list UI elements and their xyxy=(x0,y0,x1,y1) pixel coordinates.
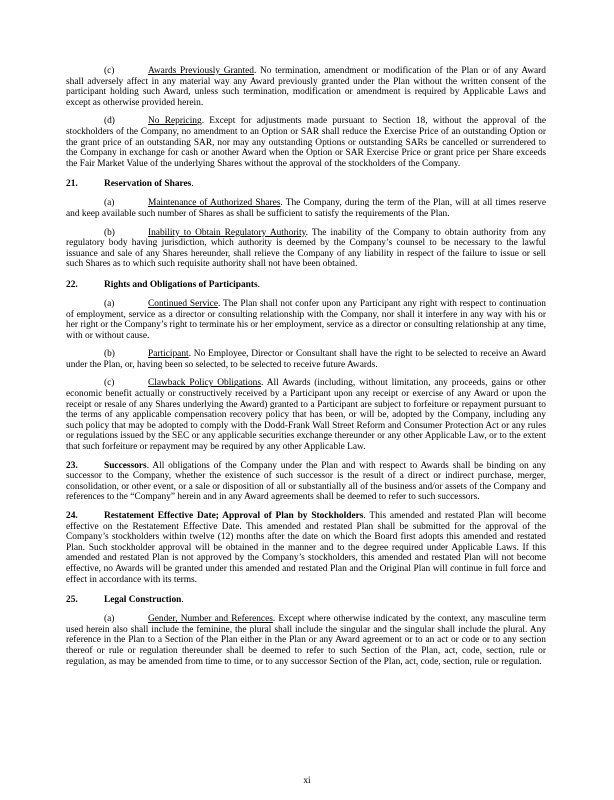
section-heading-25 xyxy=(66,595,546,606)
section-title-end: . xyxy=(191,179,194,190)
subsection-label: (a) xyxy=(104,298,115,309)
paragraph-c-awards-previously-granted xyxy=(66,66,546,108)
paragraph-text: . The Plan shall not confer upon any Participant any right with respect to continuation of employment, service as a director or consulting relationship with the Company, nor shall it interfere in any way with his or her right or the Company’s right to terminate his or her employment, service as a director or consulting relationship at any time, with or without cause. xyxy=(66,298,546,341)
subsection-label: (c) xyxy=(104,378,115,389)
subsection-title: Participant xyxy=(148,349,189,360)
paragraph-text: . Except for adjustments made pursuant to Section 18, without the approval of the stockholders of the Company, no amendment to an Option or SAR shall reduce the Exercise Price of an outstanding Option or the grant price of an outstanding SAR, nor may any outstanding Options or outstanding SARs be cancelled or surrendered to the Company in exchange for cash or another Award when the Option or SAR Exercise Price or grant price per Share exceeds the Fair Market Value of the underlying Shares without the approval of the stockholders of the Company. xyxy=(66,116,546,169)
paragraph-22b xyxy=(66,349,546,370)
section-heading-21 xyxy=(66,179,546,190)
section-title: Successors xyxy=(104,460,147,471)
document-page xyxy=(66,66,546,675)
subsection-label: (a) xyxy=(104,198,115,209)
subsection-label: (c) xyxy=(104,66,115,76)
subsection-label: (d) xyxy=(104,116,115,127)
subsection-title: Clawback Policy Obligations xyxy=(148,378,261,389)
subsection-title: Awards Previously Granted xyxy=(148,66,254,76)
paragraph-text: . Except where otherwise indicated by the context, any masculine term used herein also shall include the feminine, the plural shall include the singular and the singular shall include the plural. Any reference in the Plan to a Section of the Plan either in the Plan or any Award agreement or to an act or code or to any section thereof or rule or regulation thereunder shall be deemed to refer to such Section of the Plan, act, code, section, rule or regulation, as may be amended from time to time, or to any successor Section of the Plan, act, code, section, rule or regulation. xyxy=(66,614,547,667)
paragraph-text: . All Awards (including, without limitation, any proceeds, gains or other economic benefit actually or constructively received by a Participant upon any receipt or exercise of any Award or upon the receipt or resale of any Shares underlying the Award) granted to a Participant are subject to forfeiture or repayment pursuant to the terms of any applicable compensation recovery policy that has been, or will be, adopted by the Company, including any such policy that may be adopted to comply with the Dodd-Frank Wall Street Reform and Consumer Protection Act or any rules or regulations issued by the SEC or any applicable securities exchange thereunder or any other Applicable Law, or to the extent that such forfeiture or repayment may be required by any other Applicable Law. xyxy=(66,378,546,453)
page-number: xi xyxy=(303,776,311,786)
paragraph-text: . No termination, amendment or modification of the Plan or of any Award shall adversely affect in any material way any Award previously granted under the Plan without the written consent of the participant holding such Award, unless such termination, modification or amendment is required by Applicable Laws and except as otherwise provided herein. xyxy=(66,66,546,108)
paragraph-24-restatement xyxy=(66,511,546,585)
section-title: Reservation of Shares xyxy=(104,179,192,190)
paragraph-23-successors xyxy=(66,461,546,503)
paragraph-22a xyxy=(66,299,546,341)
subsection-title: Gender, Number and References xyxy=(148,614,273,625)
section-title: Rights and Obligations of Participants xyxy=(104,279,258,290)
section-number: 23. xyxy=(66,460,78,471)
subsection-title: No Repricing xyxy=(148,116,202,127)
paragraph-d-no-repricing xyxy=(66,116,546,169)
section-title: Legal Construction xyxy=(104,595,182,606)
paragraph-text: . All obligations of the Company under the Plan and with respect to Awards shall be binding on any successor to the Company, whether the existence of such successor is the result of a direct or indirect purchase, merger, consolidation, or other event, or a sale or disposition of all or substantially all of the business and/or assets of the Company and references to the “Company” herein and in any Award agreements shall be deemed to refer to such successors. xyxy=(66,460,546,503)
paragraph-text: . The inability of the Company to obtain authority from any regulatory body having jurisdiction, which authority is deemed by the Company’s counsel to be necessary to the lawful issuance and sale of any Shares hereunder, shall relieve the Company of any liability in respect of the failure to issue or sell such Shares as to which such requisite authority shall not have been obtained. xyxy=(66,227,546,270)
subsection-label: (b) xyxy=(104,227,115,238)
paragraph-22c xyxy=(66,378,546,452)
section-number: 24. xyxy=(66,511,78,521)
section-title: Restatement Effective Date; Approval of Plan by Stockholders xyxy=(104,511,364,521)
paragraph-text: . No Employee, Director or Consultant shall have the right to be selected to receive an Award under the Plan, or, having been so selected, to be selected to receive future Awards. xyxy=(66,349,546,370)
paragraph-text: . The Company, during the term of the Plan, will at all times reserve and keep available such number of Shares as shall be sufficient to satisfy the requirements of the Plan. xyxy=(66,198,547,219)
section-number: 22. xyxy=(66,279,78,290)
subsection-title: Maintenance of Authorized Shares xyxy=(148,198,281,209)
section-heading-22 xyxy=(66,280,546,291)
section-title-end: . xyxy=(181,595,184,606)
section-number: 21. xyxy=(66,179,78,190)
paragraph-21a xyxy=(66,198,546,219)
subsection-title: Continued Service xyxy=(148,298,218,309)
paragraph-25a xyxy=(66,614,546,667)
section-number: 25. xyxy=(66,595,78,606)
subsection-label: (b) xyxy=(104,349,115,360)
paragraph-21b xyxy=(66,228,546,270)
subsection-title: Inability to Obtain Regulatory Authority xyxy=(148,227,306,238)
section-title-end: . xyxy=(257,279,261,290)
subsection-label: (a) xyxy=(104,614,115,625)
paragraph-text: . This amended and restated Plan will become effective on the Restatement Effective Date. This amended and restated Plan shall be submitted for the approval of the Company’s stockholders within twelve (12) months after the date on which the Board first adopts this amended and restated Plan. Such stockholder approval will be obtained in the manner and to the degree required under Applicable Laws. If this amended and restated Plan is not approved by the Company’s stockholders, this amended and restated Plan will not become effective, no Awards will be granted under this amended and restated Plan and the Original Plan will continue in full force and effect in accordance with its terms. xyxy=(66,511,546,585)
